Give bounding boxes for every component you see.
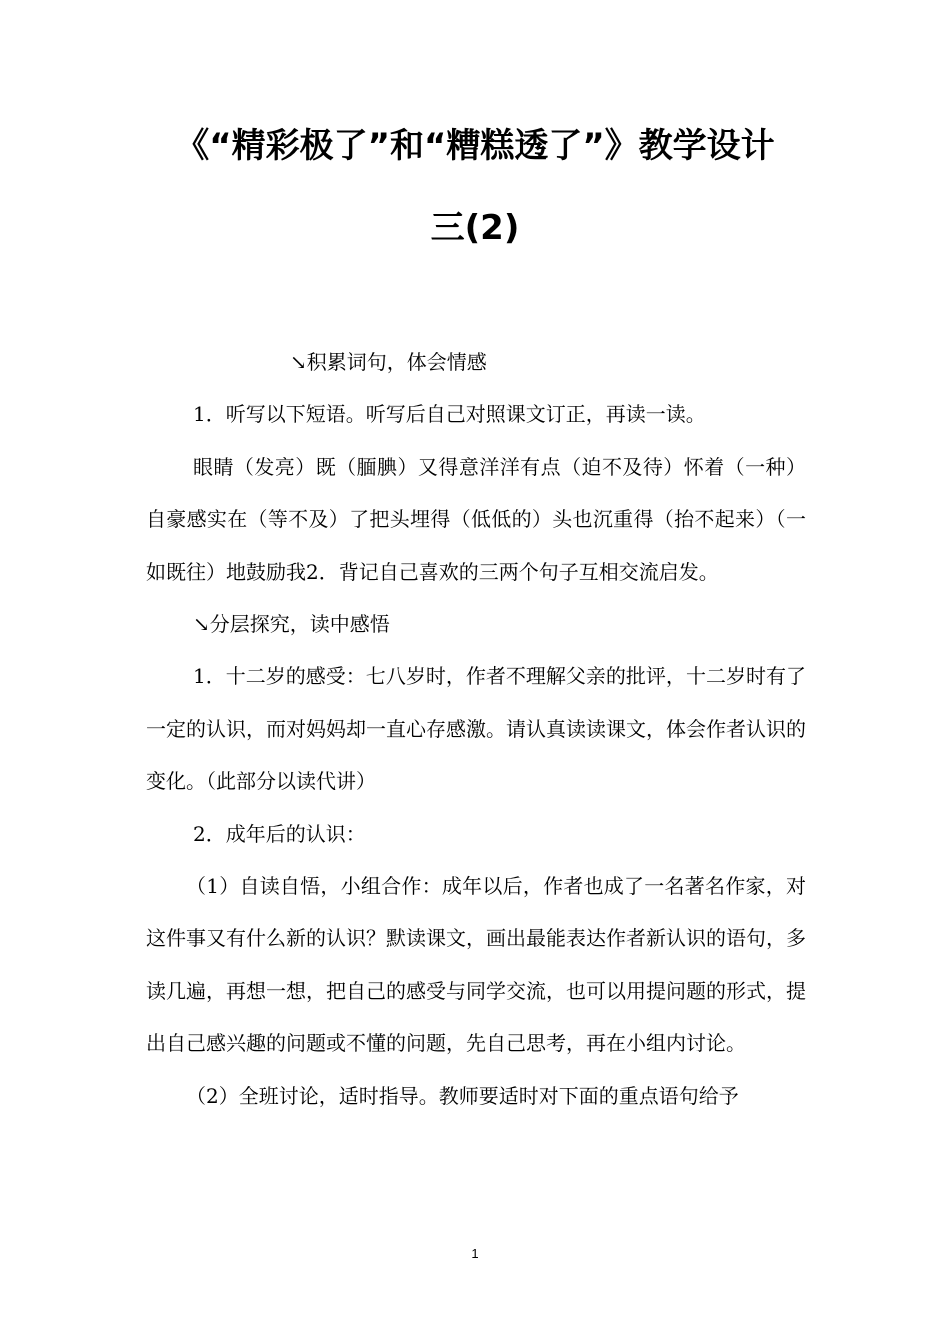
section-heading-accumulate: ↘积累词句，体会情感 <box>290 350 487 374</box>
document-title-line-2: 三(2) <box>430 208 520 248</box>
paragraph-phrases: 眼睛（发亮）既（腼腆）又得意洋洋有点（迫不及待）怀着（一种）自豪感实在（等不及）了把头埋得（低低的）头也沉重得（抬不起来）（一如既往）地鼓励我2．背记自己喜欢的三两个句子互相交流启发。 <box>146 454 806 584</box>
paragraph-class-discussion: （2）全班讨论，适时指导。教师要适时对下面的重点语句给予 <box>186 1083 739 1108</box>
paragraph-age-twelve: 1．十二岁的感受：七八岁时，作者不理解父亲的批评，十二岁时有了一定的认识，而对妈妈却一直心存感激。请认真读读课文，体会作者认识的变化。（此部分以读代讲） <box>146 664 806 794</box>
document-body <box>146 336 806 1122</box>
paragraph-self-study: （1）自读自悟，小组合作：成年以后，作者也成了一名著名作家，对这件事又有什么新的认识？默读课文，画出最能表达作者新认识的语句，多读几遍，再想一想，把自己的感受与同学交流，也可以用提问题的形式，提出自己感兴趣的问题或不懂的问题，先自己思考，再在小组内讨论。 <box>146 874 806 1056</box>
section-heading-explore: ↘分层探究，读中感悟 <box>193 612 390 637</box>
page-number: 1 <box>471 1246 479 1261</box>
document-title-line-1: 《“精彩极了”和“糟糕透了”》教学设计 <box>175 126 775 166</box>
paragraph-adult-understanding: 2．成年后的认识： <box>193 821 366 846</box>
paragraph-dictation: 1．听写以下短语。听写后自己对照课文订正，再读一读。 <box>193 402 706 427</box>
